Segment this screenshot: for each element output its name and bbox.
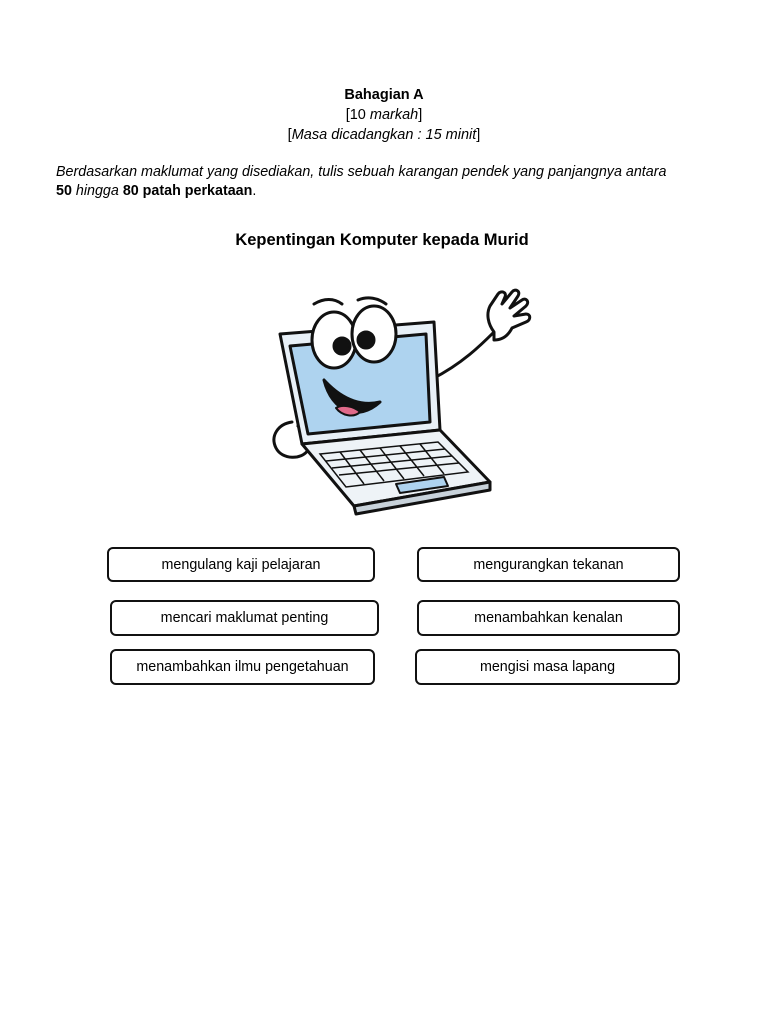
point-box-find-information: mencari maklumat penting <box>110 600 379 636</box>
marks-close: ] <box>418 107 423 123</box>
between-word: hingga <box>75 183 119 199</box>
waving-laptop-cartoon-icon <box>262 284 542 520</box>
essay-topic: Kepentingan Komputer kepada Murid <box>235 231 529 249</box>
time-line <box>0 125 768 145</box>
section-header <box>0 85 768 145</box>
point-box-knowledge: menambahkan ilmu pengetahuan <box>110 649 375 685</box>
point-box-revision: mengulang kaji pelajaran <box>107 547 375 582</box>
time-open: [ <box>287 127 292 143</box>
instruction-end: . <box>252 183 257 199</box>
marks-line <box>0 105 768 125</box>
point-box-reduce-stress: mengurangkan tekanan <box>417 547 680 582</box>
instruction <box>56 163 736 201</box>
marks-open: [10 <box>345 107 370 123</box>
section-title: Bahagian A <box>344 87 424 103</box>
marks-word: markah <box>369 107 419 123</box>
time-close: ] <box>476 127 481 143</box>
point-box-leisure: mengisi masa lapang <box>415 649 680 685</box>
word-range-line <box>56 182 736 201</box>
time-text: Masa dicadangkan : 15 minit <box>291 127 477 143</box>
instruction-line: Berdasarkan maklumat yang disediakan, tulis sebuah karangan pendek yang panjangnya antara <box>56 164 667 180</box>
max-words: 80 patah perkataan <box>122 183 253 199</box>
point-box-more-friends: menambahkan kenalan <box>417 600 680 636</box>
min-words: 50 <box>56 183 72 199</box>
